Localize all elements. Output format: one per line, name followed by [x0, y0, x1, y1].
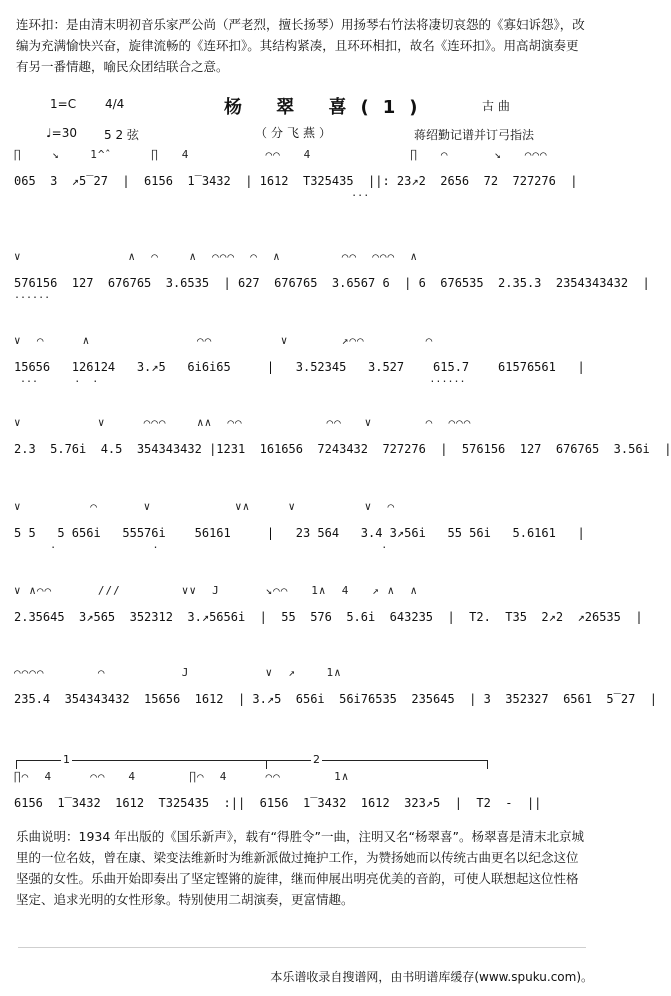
note-line: 2.35645 3↗565 352312 3.↗5656i | 55 576 5.6i 643235 | T2. T35 2↗2 ↗26535 |	[14, 610, 643, 624]
score-line-2	[0, 250, 650, 330]
volta-number-2: 2	[313, 753, 320, 766]
music-description: 乐曲说明：1934 年出版的《国乐新声》，载有“得胜令”一曲，注明又名“杨翠喜”。杨翠喜是清末北京城里的一位名妓，曾在康、梁变法维新时为维新派做过掩护工作，为赞扬她而以传统古曲更名以纪念这位坚强的女性。乐曲开始即奏出了坚定铿锵的旋律，继而伸展出明亮优美的音韵，可使人联想起这位性格坚定、追求光明的女性形象。特别使用二胡演奏，更富情趣。	[16, 829, 584, 907]
note-line: 6156 1‾3432 1612 T325435 :|| 6156 1‾3432 1612 323↗5 | T2 - ||	[14, 796, 542, 810]
articulation-marks: ∏ ↘ 1^̂ ∏ 4 ⌒⌒ 4 ∏ ⌒ ↘ ⌒⌒⌒	[14, 148, 548, 161]
piece-subtitle: （分飞燕）	[255, 126, 336, 140]
articulation-marks: ∨ ∧ ⌒ ∧ ⌒⌒⌒ ⌒ ∧ ⌒⌒ ⌒⌒⌒ ∧	[14, 250, 418, 263]
piece-origin: 古 曲	[482, 99, 510, 113]
note-line: 5 5 5 656i 55576i 56161 | 23 564 3.4 3↗56i 55 56i 5.6161 |	[14, 526, 585, 540]
notation-credit: 蒋绍勤记谱并订弓指法	[414, 128, 535, 142]
time-signature: 4/4	[105, 97, 125, 111]
articulation-marks: ∨ ∨ ⌒⌒⌒ ∧∧ ⌒⌒ ⌒⌒ ∨ ⌒ ⌒⌒⌒	[14, 416, 472, 429]
octave-dots	[14, 706, 594, 717]
source-footer: 本乐谱收录自搜谱网，由书明谱库缓存(www.spuku.com)。	[270, 970, 593, 984]
footer-divider	[18, 947, 586, 948]
score-line-1	[0, 148, 605, 228]
intro-paragraph: 连环扣：是由清末明初音乐家严公尚（严老烈，擅长扬琴）用扬琴右竹法将凄切哀怨的《寡妇诉怨》，改编为充满愉快兴奋，旋律流畅的《连环扣》。其结构紧凑，且环环相扣，故名《连环扣》。用高胡演奏更有另一番情趣，喻民众团结联合之意。	[16, 17, 585, 74]
score-line-4	[0, 416, 671, 496]
note-line: 15656 126124 3.↗5 6i6i65 | 3.52345 3.527 615.7 61576561 |	[14, 360, 585, 374]
articulation-marks: ∨ ⌒ ∨ ∨∧ ∨ ∨ ⌒	[14, 500, 396, 513]
note-line: 576156 127 676765 3.6535 | 627 676765 3.6567 6 | 6 676535 2.35.3 2354343432 |	[14, 276, 650, 290]
articulation-marks: ∨ ⌒ ∧ ⌒⌒ ∨ ↗⌒⌒ ⌒	[14, 334, 434, 347]
score-line-6	[0, 584, 643, 664]
articulation-marks: ∨ ∧⌒⌒ /// ∨∨ J ↘⌒⌒ 1∧ 4 ↗ ∧ ∧	[14, 584, 418, 597]
octave-dots: ... . . ......	[14, 374, 478, 385]
octave-dots: ......	[14, 290, 508, 301]
note-line: 065 3 ↗5‾27 | 6156 1‾3432 | 1612 T325435 ||: 23↗2 2656 72 727276 |	[14, 174, 578, 188]
octave-dots: . . .	[14, 540, 436, 551]
key-signature: 1=C	[50, 97, 77, 111]
octave-dots	[14, 624, 594, 635]
articulation-marks: ⌒⌒⌒⌒ ⌒ J ∨ ↗ 1∧	[14, 666, 342, 679]
tempo-marking: ♩=30	[46, 126, 77, 140]
note-line: 2.3 5.76i 4.5 354343432 |1231 161656 7243432 727276 | 576156 127 676765 3.56i |	[14, 442, 671, 456]
volta-bracket-2	[266, 753, 488, 769]
octave-dots	[14, 456, 594, 467]
string-tuning: 5 2 弦	[104, 128, 139, 142]
score-line-7	[0, 666, 657, 746]
octave-dots	[14, 810, 594, 821]
octave-dots: ...	[14, 188, 442, 199]
volta-bracket-1	[16, 753, 267, 769]
score-line-3	[0, 334, 605, 414]
piece-title: 杨 翠 喜(1)	[224, 97, 432, 118]
note-line: 235.4 354343432 15656 1612 | 3.↗5 656i 56i76535 235645 | 3 352327 6561 5‾27 |	[14, 692, 657, 706]
score-line-5	[0, 500, 605, 580]
volta-number-1: 1	[63, 753, 70, 766]
articulation-marks: ∏⌒ 4 ⌒⌒ 4 ∏⌒ 4 ⌒⌒ 1∧	[14, 770, 350, 783]
